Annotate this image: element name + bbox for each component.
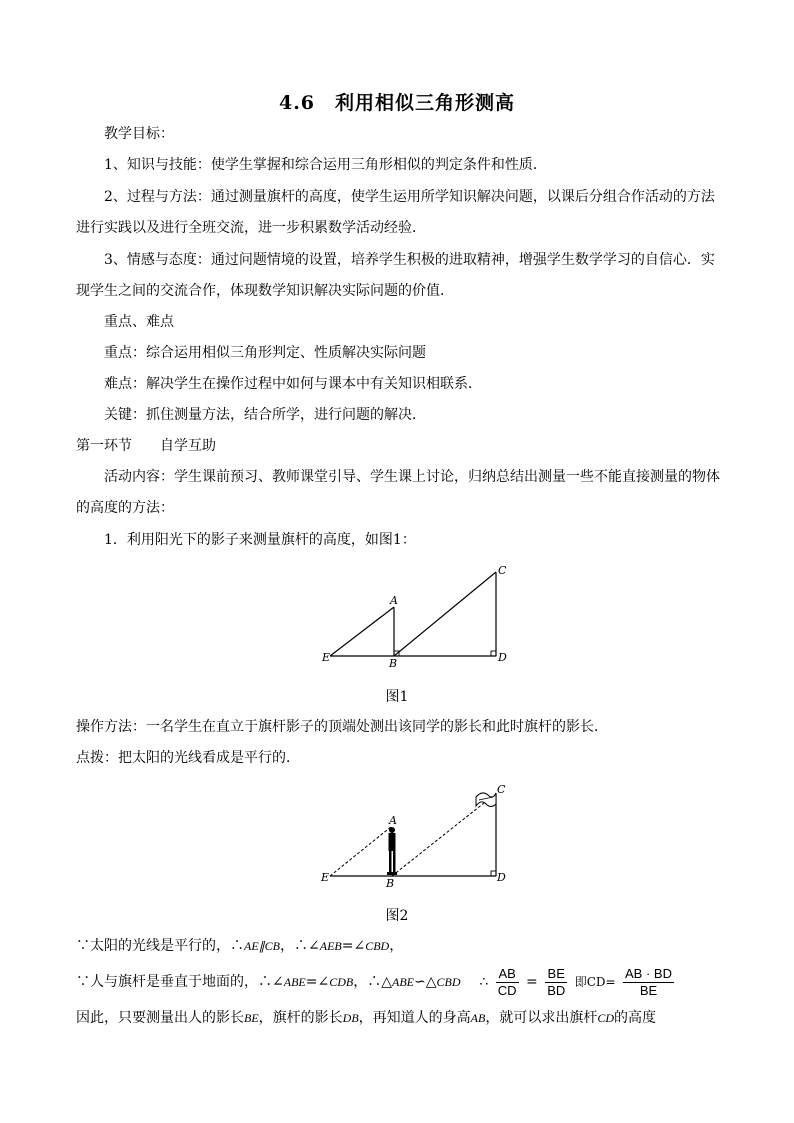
reason2-equals: = [526,974,538,990]
fraction-be-bd-num: BE [545,966,567,983]
reason2-math1: ABE [283,975,306,989]
reason2-text4: ∽△ [413,974,437,990]
fig1-label-b: B [389,657,398,670]
fig2-label-e: E [321,871,330,884]
reason1-math2: AEB [319,939,342,953]
reason2-ji: 即CD= [574,975,616,989]
reason1-text4: ， [389,938,404,954]
reason2-text1: ∵人与旗杆是垂直于地面的，∴∠ [76,974,284,990]
fig2-label-d: D [497,871,506,884]
fig2-label-a: A [389,814,397,827]
reason2-math2: CDB [329,975,354,989]
reason1-text1: ∵太阳的光线是平行的，∴ [76,938,244,954]
fig1-label-e: E [322,651,331,664]
conclusion-math1: BE [244,1011,259,1025]
objective-3-line2: 现学生之间的交流合作，体现数学知识解决实际问题的价值． [76,283,454,299]
hint: 点拨：把太阳的光线看成是平行的． [76,750,300,766]
figure-2-caption: 图2 [385,908,409,924]
objective-1: 1、知识与技能：使学生掌握和综合运用三角形相似的判定条件和性质． [104,157,547,173]
reason1-math1: AE∥CB [244,939,280,953]
figure-2 [310,778,520,892]
page-title: 4.6 利用相似三角形测高 [278,92,516,114]
reason2-text2: =∠ [305,974,330,990]
conclusion-text1: 因此，只要测量出人的影长 [76,1010,244,1026]
activity-line1: 活动内容：学生课前预习、教师课堂引导、学生课上讨论，归纳总结出测量一些不能直接测量的物体 [104,469,720,485]
fraction-cd-result [623,966,674,999]
fraction-ab-cd-num: AB [496,966,519,983]
fraction-cd-result-den: BE [639,982,658,998]
reason1-math3: CBD [365,939,390,953]
section-heading: 第一环节 自学互助 [76,438,216,454]
objective-2-line2: 进行实践以及进行全班交流，进一步积累数学活动经验． [76,220,426,236]
fig1-label-c: C [498,564,507,577]
person-silhouette [387,827,397,875]
reason-line-2 [76,962,677,1002]
conclusion-math4: CD [597,1011,615,1025]
reason2-therefore: ∴ [479,974,489,990]
conclusion-math3: AB [470,1011,486,1025]
reason1-text2: ，∴∠ [280,938,320,954]
conclusion-text4: ，就可以求出旗杆 [485,1010,598,1026]
fig1-label-d: D [498,651,507,664]
crux: 关键：抓住测量方法，结合所学，进行问题的解决． [104,407,426,423]
conclusion-line [76,1008,656,1028]
activity-line2: 的高度的方法： [76,500,174,516]
key-heading: 重点、难点 [104,314,174,330]
objective-3-line1: 3、情感与态度：通过问题情境的设置，培养学生积极的进取精神，增强学生数学学习的自信心．实 [104,252,715,268]
difficulty: 难点：解决学生在操作过程中如何与课本中有关知识相联系． [104,376,482,392]
fraction-cd-result-num: AB · BD [625,965,672,981]
objective-2-line1: 2、过程与方法：通过测量旗杆的高度，使学生运用所学知识解决问题，以课后分组合作活动的方法 [104,189,715,205]
fig2-label-b: B [386,877,395,890]
figure-1 [310,560,520,672]
reason2-text3: ，∴△ [353,974,392,990]
reason-line-1 [76,936,403,956]
fraction-ab-cd [496,966,519,999]
method-1: 1．利用阳光下的影子来测量旗杆的高度，如图1： [104,532,416,548]
fraction-be-bd-den: BD [547,982,566,998]
fig1-label-a: A [390,594,398,607]
fraction-ab-cd-den: CD [497,982,517,998]
conclusion-text5: 的高度 [614,1010,657,1026]
key-point: 重点：综合运用相似三角形判定、性质解决实际问题 [104,345,426,361]
reason2-math3: ABE [391,975,414,989]
conclusion-text3: ，再知道人的身高 [358,1010,471,1026]
fig2-label-c: C [497,783,506,796]
objectives-heading: 教学目标： [104,126,174,142]
operation-method: 操作方法：一名学生在直立于旗杆影子的顶端处测出该同学的影长和此时旗杆的影长． [76,719,608,735]
reason2-math4: CBD [436,975,461,989]
figure-1-caption: 图1 [385,689,409,705]
fraction-be-bd [545,966,567,999]
reason1-text3: =∠ [341,938,366,954]
conclusion-text2: ，旗杆的影长 [258,1010,343,1026]
conclusion-math2: DB [342,1011,359,1025]
